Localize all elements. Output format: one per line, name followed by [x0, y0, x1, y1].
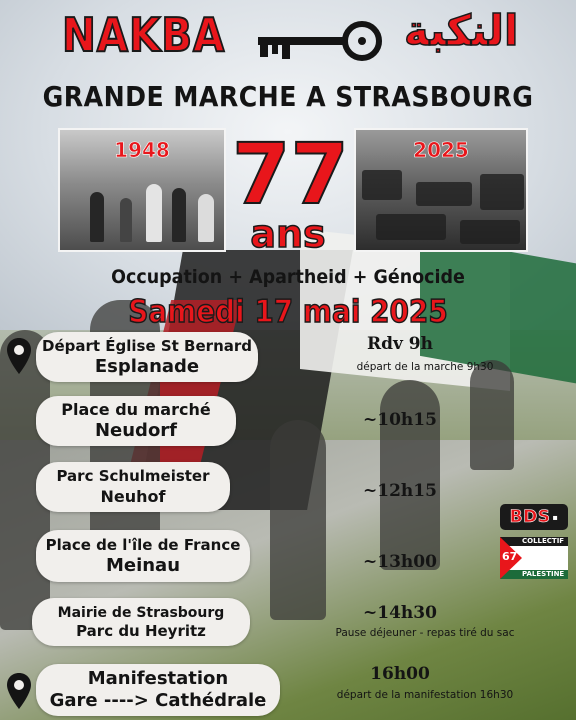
bds-logo	[500, 504, 568, 530]
stop-esplanade	[36, 332, 258, 382]
rubble-shape	[416, 182, 472, 206]
key-icon	[254, 18, 384, 62]
rubble-shape	[376, 214, 446, 240]
stop-district: Gare ----> Cathédrale	[49, 690, 267, 711]
photo-2025	[354, 128, 528, 252]
page-title: NAKBA	[62, 8, 226, 62]
stop-time: Rdv 9h	[367, 334, 433, 354]
stop-time: ~13h00	[363, 552, 437, 572]
refugee-figure	[90, 192, 104, 242]
stop-place: Place de l'île de France	[45, 536, 241, 554]
logo-number: 67	[502, 550, 518, 563]
anniversary-unit: ans	[250, 212, 326, 256]
bds-logo-text: BDS	[509, 507, 551, 527]
title-arabic: النكبة	[404, 6, 519, 55]
stop-district: Neudorf	[94, 420, 178, 441]
photo-year-label: 1948	[114, 138, 170, 162]
stop-manifestation	[36, 664, 280, 716]
stop-place: Manifestation	[87, 668, 229, 689]
refugee-figure	[120, 198, 132, 242]
marcher-figure	[270, 420, 326, 620]
bds-logo-dot: ▪	[552, 512, 559, 522]
photo-1948	[58, 128, 226, 252]
map-pin-icon	[6, 672, 32, 710]
rubble-shape	[460, 220, 520, 244]
stop-place: Place du marché	[61, 400, 211, 419]
map-pin-icon	[6, 337, 32, 375]
stop-neudorf	[36, 396, 236, 446]
stop-place: Départ Église St Bernard	[42, 337, 252, 355]
stop-meinau	[36, 530, 250, 582]
anniversary-number: 77	[232, 125, 349, 223]
slogan: Occupation + Apartheid + Génocide	[111, 266, 465, 288]
subtitle: GRANDE MARCHE A STRASBOURG	[42, 80, 534, 113]
stop-note: départ de la manifestation 16h30	[336, 689, 514, 701]
stop-note: départ de la marche 9h30	[356, 361, 494, 373]
stop-time: 16h00	[370, 664, 430, 684]
stop-district: Neuhof	[100, 487, 166, 506]
stop-time: ~12h15	[363, 481, 437, 501]
stop-time: ~14h30	[363, 603, 437, 623]
stop-note: Pause déjeuner - repas tiré du sac	[335, 627, 515, 639]
stop-place: Parc Schulmeister	[56, 467, 210, 485]
stop-time: ~10h15	[363, 410, 437, 430]
logo-text-top: COLLECTIF	[522, 537, 565, 545]
rubble-shape	[480, 174, 524, 210]
marcher-figure	[380, 380, 440, 570]
logo-text-bottom: PALESTINE	[522, 570, 565, 578]
stop-district: Parc du Heyritz	[76, 621, 206, 640]
stop-district: Meinau	[105, 555, 181, 576]
refugee-figure	[172, 188, 186, 242]
stop-district: Esplanade	[94, 356, 200, 377]
refugee-figure	[198, 194, 214, 242]
photo-year-label: 2025	[413, 138, 469, 162]
rubble-shape	[362, 170, 402, 200]
stop-place: Mairie de Strasbourg	[57, 604, 225, 621]
stop-neuhof	[36, 462, 230, 512]
refugee-figure	[146, 184, 162, 242]
collectif-palestine-logo	[500, 537, 568, 579]
stop-heyritz	[32, 598, 250, 646]
event-date: Samedi 17 mai 2025	[128, 294, 448, 330]
